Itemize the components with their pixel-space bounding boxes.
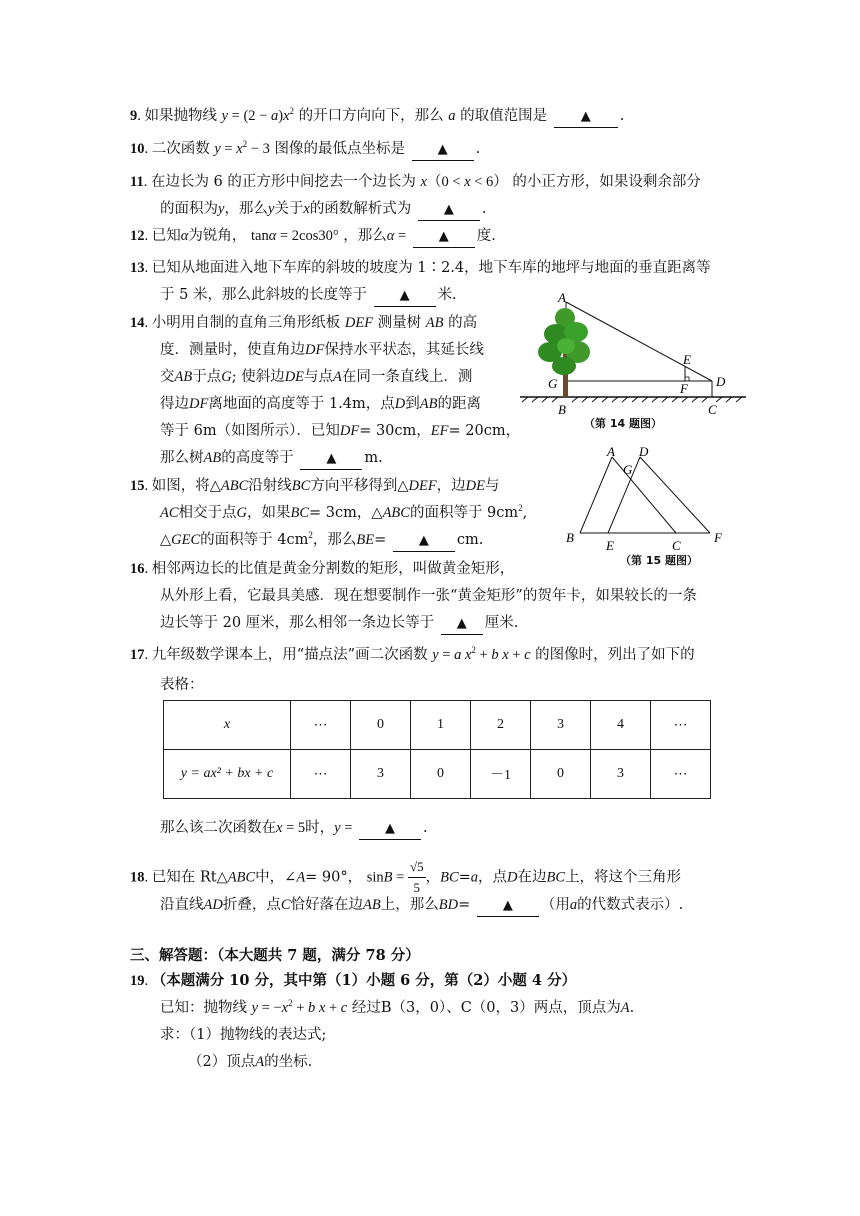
question-text: 在边 xyxy=(517,869,547,886)
section-title: 三、解答题：（本大题共 7 题，满分 78 分） xyxy=(130,947,420,964)
question-15-line-3: △GEC的面积等于 $4cm^2$，那么BE= ▲ cm. xyxy=(160,530,483,552)
figure-15-caption: （第 15 题图） xyxy=(620,554,698,567)
question-18: 18. 已知在 Rt△ABC中，∠A= 90°， sinB = $\frac{√5}{5}$ ，BC=a，点D在边BC上，将这个三角形 xyxy=(130,857,681,898)
question-text: 沿直线 xyxy=(160,897,204,913)
question-number: 19 xyxy=(130,973,145,989)
question-text: 上，那么 xyxy=(380,897,439,913)
question-text: △ xyxy=(160,532,172,548)
question-text: 边长等于 20 厘米，那么相邻一条边长等于 xyxy=(160,615,435,631)
variable: a xyxy=(569,897,578,913)
variable: AB xyxy=(419,396,438,412)
value-table xyxy=(163,700,711,799)
question-text: = xyxy=(458,869,471,886)
table-cell: 0 xyxy=(531,750,591,799)
question-11: 11. 在边长为 6 的正方形中间挖去一个边长为 x（0 < x < 6） 的小正方形，如果设剩余部分 xyxy=(130,174,701,190)
question-text: 于 5 米，那么此斜坡的长度等于 xyxy=(160,287,367,303)
table-cell: ⋯ xyxy=(291,750,351,799)
label-C: C xyxy=(672,538,681,553)
answer-blank[interactable]: ▲ xyxy=(374,286,436,307)
label-E: E xyxy=(606,538,614,553)
variable: D xyxy=(394,396,406,412)
question-text: ， xyxy=(425,869,441,886)
question-number: 13 xyxy=(130,260,145,276)
question-number: 14 xyxy=(130,315,145,331)
table-cell: x xyxy=(164,701,291,750)
variable: AB xyxy=(363,897,381,913)
question-text: 求：（1）抛物线的表达式; xyxy=(160,1027,327,1043)
label-A: A xyxy=(607,444,615,459)
variable: EF xyxy=(430,423,449,439)
question-text: 的开口方向向下，那么 xyxy=(298,108,444,124)
question-text: 已知在 Rt△ xyxy=(151,869,228,886)
fraction-sqrt5-over-5: $\frac{√5}{5}$ xyxy=(409,859,424,895)
question-text: 在同一条直线上．测 xyxy=(341,369,473,385)
question-text: 的面积为 xyxy=(160,201,218,217)
variable: DF xyxy=(189,396,209,412)
variable: DEF xyxy=(408,478,437,494)
variable: BD xyxy=(438,897,459,913)
question-text: 交 xyxy=(160,369,175,385)
question-text: ，如果 xyxy=(247,505,291,521)
question-16-line-3 xyxy=(160,613,518,635)
tree-icon xyxy=(538,308,590,397)
variable: ABC xyxy=(382,505,410,521)
question-text: 为锐角， xyxy=(188,228,247,244)
variable: DEF xyxy=(344,315,374,331)
question-text: ; 使斜边 xyxy=(231,369,285,385)
question-19: 19. （本题满分 10 分，其中第（1）小题 6 分，第（2）小题 4 分） xyxy=(130,972,577,989)
question-14-line-6 xyxy=(160,448,383,470)
question-text: 如图，将△ xyxy=(151,478,221,494)
variable: AD xyxy=(203,897,223,913)
variable: DE xyxy=(284,369,305,385)
question-text: 于点 xyxy=(192,369,222,385)
question-text: 上，将这个三角形 xyxy=(565,869,682,886)
question-text: 度. xyxy=(476,228,496,244)
question-text: 两点，顶点为 xyxy=(533,1000,621,1016)
question-text: 相邻两边长的比值是黄金分割数的矩形，叫做黄金矩形， xyxy=(151,561,515,577)
question-14-line-2 xyxy=(160,340,484,360)
question-text: （用 xyxy=(540,897,570,913)
figure-14-caption: （第 14 题图） xyxy=(584,417,662,430)
table-cell: ⋯ xyxy=(651,701,711,750)
question-12: 12. 已知α为锐角， tanα = 2cos30° ，那么α = ▲ 度. xyxy=(130,226,496,248)
variable: DF xyxy=(339,423,360,439)
variable: A xyxy=(333,369,342,385)
question-text: = 90°， xyxy=(305,869,363,886)
label-F: F xyxy=(714,530,722,545)
question-text: 的取值范围是 xyxy=(460,108,548,124)
punctuation: . xyxy=(422,820,428,836)
question-text: m. xyxy=(364,450,383,466)
question-text: ，那么 xyxy=(224,201,268,217)
table-row xyxy=(164,701,711,750)
answer-blank[interactable]: ▲ xyxy=(300,449,362,470)
question-number: 15 xyxy=(130,478,145,494)
formula: y xyxy=(221,108,229,124)
question-text: = xyxy=(374,532,387,548)
question-text: 表格： xyxy=(160,677,204,693)
question-text: 等于 6m（如图所示）．已知 xyxy=(160,423,340,439)
question-16: 16. 相邻两边长的比值是黄金分割数的矩形，叫做黄金矩形， xyxy=(130,561,515,577)
question-text: 图像的最低点坐标是 xyxy=(274,141,405,157)
table-cell: 3 xyxy=(591,750,651,799)
table-cell: 2 xyxy=(471,701,531,750)
question-text: 已知：抛物线 xyxy=(160,1000,247,1016)
question-17-line-2 xyxy=(160,675,204,695)
question-text: = 3cm，△ xyxy=(309,505,383,521)
question-text: ，边 xyxy=(436,478,466,494)
question-text: 的距离 xyxy=(437,396,481,412)
label-F: F xyxy=(680,381,688,396)
question-17-after-table: 那么该二次函数在x = 5时，y = ▲ . xyxy=(160,818,428,840)
question-14: 14. 小明用自制的直角三角形纸板 DEF 测量树 AB 的高 xyxy=(130,315,478,331)
question-10: 10. 二次函数 $y = x^2 - 3$ 图像的最低点坐标是 ▲ . xyxy=(130,139,480,161)
question-text: = 20cm， xyxy=(448,423,521,439)
question-17: 17. 九年级数学课本上，用“描点法”画二次函数 y = a $x^2 + b$ x + c 的图像时，列出了如下的 xyxy=(130,645,695,663)
question-text: 得边 xyxy=(160,396,189,412)
question-number: 12 xyxy=(130,228,145,244)
variable: C xyxy=(280,897,291,913)
figure-15 xyxy=(560,443,730,553)
question-text: 保持水平状态，其延长线 xyxy=(324,342,484,358)
table-cell: 3 xyxy=(351,750,411,799)
variable: D xyxy=(507,869,518,886)
question-text: 关于 xyxy=(274,201,304,217)
question-text: 的函数解析式为 xyxy=(309,201,412,217)
question-16-line-2 xyxy=(160,586,697,606)
table-cell: 4 xyxy=(591,701,651,750)
question-19-sub-2 xyxy=(188,1052,312,1072)
question-text: 方向平移得到△ xyxy=(310,478,409,494)
variable: BC xyxy=(291,478,311,494)
answer-blank[interactable]: ▲ xyxy=(441,614,483,635)
question-text: 从外形上看，它最具美感．现在想要制作一张“黄金矩形”的贺年卡，如果较长的一条 xyxy=(160,588,697,604)
question-text: 那么树 xyxy=(160,450,204,466)
question-text: = 30cm， xyxy=(359,423,431,439)
question-text: 在边长为 6 的正方形中间挖去一个边长为 xyxy=(150,174,416,190)
variable: G xyxy=(236,505,248,521)
variable: BE xyxy=(356,532,375,548)
question-text: 的高 xyxy=(448,315,478,331)
question-text: 厘米. xyxy=(484,615,519,631)
punctuation: . xyxy=(619,108,625,124)
question-text: 测量树 xyxy=(377,315,422,331)
question-text: 的小正方形，如果设剩余部分 xyxy=(512,174,701,190)
table-cell: 0 xyxy=(411,750,471,799)
question-14-line-3 xyxy=(160,367,472,387)
figure-14 xyxy=(520,290,750,435)
label-G: G xyxy=(548,376,558,391)
label-G: G xyxy=(623,462,633,477)
variable: BC xyxy=(290,505,310,521)
question-text: cm. xyxy=(456,532,484,548)
variable: ABC xyxy=(220,478,249,494)
point: B（3，0） xyxy=(380,1000,447,1016)
label-B: B xyxy=(566,530,574,545)
question-text: 与点 xyxy=(304,369,334,385)
question-13-line-2 xyxy=(160,285,457,307)
table-row xyxy=(164,750,711,799)
question-text: 中，∠ xyxy=(255,869,297,886)
question-text: 的图像时，列出了如下的 xyxy=(535,647,695,663)
question-14-line-5 xyxy=(160,421,520,441)
question-number: 10 xyxy=(130,141,145,157)
punctuation: . xyxy=(629,1000,635,1016)
table-cell: ⋯ xyxy=(291,701,351,750)
answer-blank[interactable]: ▲ xyxy=(393,531,455,552)
question-15: 15. 如图，将△ABC沿射线BC方向平移得到△DEF，边DE与 xyxy=(130,478,500,494)
formula: y xyxy=(214,141,221,157)
question-text: 折叠，点 xyxy=(222,897,281,913)
question-11-line-2: 的面积为y，那么y关于x的函数解析式为 ▲ . xyxy=(160,199,487,221)
question-text: ，点 xyxy=(478,869,508,886)
variable: AB xyxy=(425,315,444,331)
variable: BC xyxy=(440,869,459,886)
variable: AC xyxy=(160,505,179,521)
question-text: 到 xyxy=(405,396,420,412)
variable: ABC xyxy=(227,869,256,886)
question-number: 16 xyxy=(130,561,145,577)
question-text: 、 xyxy=(446,1000,461,1016)
question-18-line-2 xyxy=(160,895,683,917)
question-text: 离地面的高度等于 1.4m，点 xyxy=(208,396,395,412)
question-text: 的坐标. xyxy=(264,1054,313,1070)
question-text: 二次函数 xyxy=(151,141,210,157)
question-text: 那么该二次函数在 xyxy=(160,820,276,836)
question-15-line-2: AC相交于点G，如果BC= 3cm，△ABC的面积等于 $9cm^2$, xyxy=(160,503,528,521)
table-cell: y = ax² + bx + c xyxy=(164,750,291,799)
question-text: 的面积等于 9cm xyxy=(409,505,519,521)
table-cell: 1 xyxy=(411,701,471,750)
question-text: 度．测量时，使直角边 xyxy=(160,342,305,358)
table-cell: ⋯ xyxy=(651,750,711,799)
variable: A xyxy=(620,1000,630,1016)
label-B: B xyxy=(558,402,566,417)
label-D: D xyxy=(716,374,726,389)
question-9: 9. 如果抛物线 $y = (2 - a)x^2$ 的开口方向向下，那么 a 的取值范围是 ▲ . xyxy=(130,106,624,128)
answer-blank[interactable]: ▲ xyxy=(554,107,618,128)
variable: AB xyxy=(203,450,222,466)
table-cell: －1 xyxy=(471,750,531,799)
punctuation: . xyxy=(475,141,481,157)
label-C: C xyxy=(708,402,717,417)
question-text: ，那么 xyxy=(312,532,357,548)
question-text: 已知从地面进入地下车库的斜坡的坡度为 1∶2.4，地下车库的地坪与地面的垂直距离等 xyxy=(151,260,711,276)
variable: AB xyxy=(174,369,193,385)
question-text: 相交于点 xyxy=(178,505,237,521)
label-A: A xyxy=(558,290,566,305)
question-number: 17 xyxy=(130,647,145,663)
question-text: 米. xyxy=(437,287,457,303)
answer-blank[interactable]: ▲ xyxy=(413,227,475,248)
variable: A xyxy=(255,1054,265,1070)
question-text: 沿射线 xyxy=(248,478,292,494)
table-cell: 0 xyxy=(351,701,411,750)
question-text: 小明用自制的直角三角形纸板 xyxy=(151,315,341,331)
label-E: E xyxy=(683,352,691,367)
question-14-line-4 xyxy=(160,394,481,414)
variable: a xyxy=(448,108,456,124)
question-text: 已知 xyxy=(151,228,181,244)
question-text: 的高度等于 xyxy=(221,450,294,466)
answer-blank[interactable]: ▲ xyxy=(359,819,421,840)
variable: A xyxy=(296,869,306,886)
question-text: 的代数式表示）. xyxy=(577,897,684,913)
answer-blank[interactable]: ▲ xyxy=(412,140,474,161)
table-cell: 3 xyxy=(531,701,591,750)
answer-blank[interactable]: ▲ xyxy=(418,200,480,221)
variable: a xyxy=(470,869,479,886)
question-number: 11 xyxy=(130,174,144,190)
question-19-sub-1 xyxy=(160,1025,326,1045)
question-number: 18 xyxy=(130,869,145,886)
point: C（0，3） xyxy=(460,1000,534,1016)
question-header: （本题满分 10 分，其中第（1）小题 6 分，第（2）小题 4 分） xyxy=(151,972,577,989)
question-text: 时， xyxy=(305,820,335,836)
punctuation: . xyxy=(481,201,487,217)
variable: BC xyxy=(546,869,566,886)
question-19-line-1: 已知：抛物线 $y = -x^2 + b$ x + c 经过B（3，0）、C（0，3）两点，顶点为A. xyxy=(160,998,635,1016)
question-number: 9 xyxy=(130,108,138,124)
question-text: 的面积等于 4cm xyxy=(200,532,309,548)
question-text: 与 xyxy=(485,478,500,494)
variable: GEC xyxy=(171,532,201,548)
answer-blank[interactable]: ▲ xyxy=(477,896,539,917)
question-text: ，那么 xyxy=(343,228,387,244)
label-D: D xyxy=(639,444,649,459)
variable: G xyxy=(221,369,232,385)
question-text: = xyxy=(458,897,471,913)
question-text: 恰好落在边 xyxy=(290,897,364,913)
question-13: 13. 已知从地面进入地下车库的斜坡的坡度为 1∶2.4，地下车库的地坪与地面的垂直距离等 xyxy=(130,260,711,276)
variable: DE xyxy=(465,478,486,494)
question-text: 九年级数学课本上，用“描点法”画二次函数 xyxy=(151,647,428,663)
question-text: （2）顶点 xyxy=(188,1054,256,1070)
question-text: 经过 xyxy=(351,1000,381,1016)
variable: DF xyxy=(305,342,325,358)
question-text: 如果抛物线 xyxy=(144,108,217,124)
